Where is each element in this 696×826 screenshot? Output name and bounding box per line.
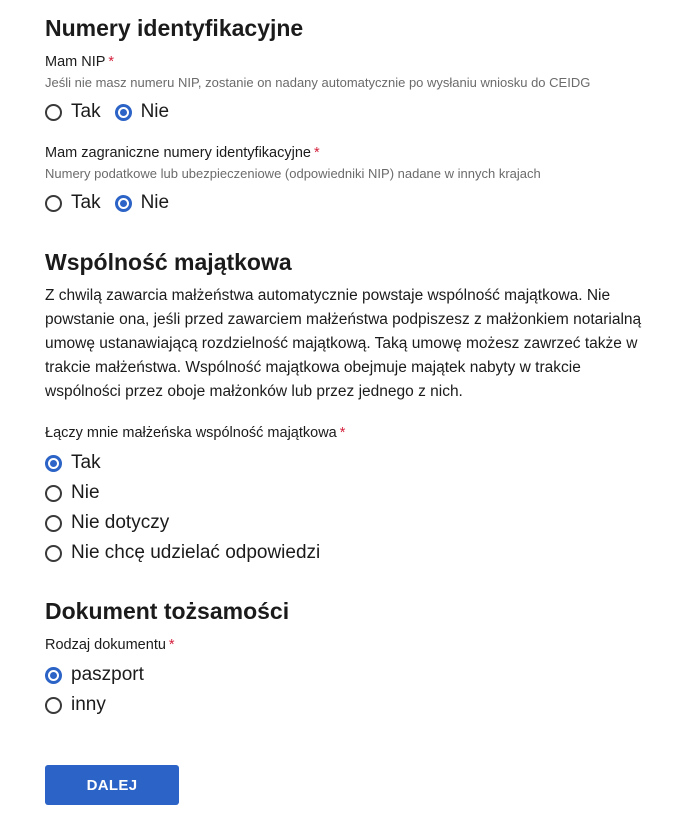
- identification-title: Numery identyfikacyjne: [45, 15, 304, 41]
- document-type-label-text: Rodzaj dokumentu: [45, 637, 166, 653]
- nip-radio-group: [45, 97, 675, 127]
- required-mark: *: [313, 145, 320, 161]
- radio-unchecked-icon[interactable]: [45, 545, 62, 562]
- nip-option-nie[interactable]: [115, 97, 170, 127]
- radio-unchecked-icon[interactable]: [45, 104, 62, 121]
- document-option-inny-label: inny: [71, 694, 106, 715]
- radio-checked-icon[interactable]: [45, 455, 62, 472]
- radio-checked-icon[interactable]: [115, 195, 132, 212]
- property-option-tak[interactable]: [45, 448, 675, 478]
- document-type-radio-group: [45, 660, 675, 720]
- property-description-line: trakcie małżeństwa. Wspólność majątkowa obejmuje majątek nabyty w trakcie: [45, 359, 581, 376]
- nip-label: [45, 53, 675, 71]
- document-section: [45, 597, 289, 625]
- next-button[interactable]: DALEJ: [45, 765, 179, 805]
- foreign-id-option-nie-label: Nie: [140, 192, 170, 213]
- property-option-nie-dotyczy-label: Nie dotyczy: [71, 512, 170, 533]
- foreign-id-option-tak-label: Tak: [71, 192, 101, 213]
- radio-checked-icon[interactable]: [115, 104, 132, 121]
- foreign-id-label-text: Mam zagraniczne numery identyfikacyjne: [45, 145, 311, 161]
- property-option-nie[interactable]: [45, 478, 675, 508]
- property-description-line: powstanie ona, jeśli przed zawarciem małżeństwa podpiszesz z małżonkiem notarialną: [45, 311, 642, 328]
- foreign-id-option-nie[interactable]: [115, 188, 170, 218]
- property-description-line: umowę ustanawiającą rozdzielność majątkową. Taką umowę możesz zawrzeć także w: [45, 335, 638, 352]
- required-mark: *: [108, 54, 115, 70]
- radio-unchecked-icon[interactable]: [45, 195, 62, 212]
- foreign-id-hint: Numery podatkowe lub ubezpieczeniowe (odpowiedniki NIP) nadane w innych krajach: [45, 166, 541, 181]
- property-question-label-text: Łączy mnie małżeńska wspólność majątkowa: [45, 425, 337, 441]
- property-question-field: [45, 424, 675, 568]
- document-type-label: [45, 636, 675, 654]
- document-option-inny[interactable]: [45, 690, 675, 720]
- nip-hint: Jeśli nie masz numeru NIP, zostanie on nadany automatycznie po wysłaniu wniosku do CEIDG: [45, 75, 591, 90]
- property-description: [45, 284, 675, 404]
- radio-unchecked-icon[interactable]: [45, 485, 62, 502]
- document-title: Dokument tożsamości: [45, 598, 290, 624]
- property-option-no-answer-label: Nie chcę udzielać odpowiedzi: [71, 542, 321, 563]
- foreign-id-label: [45, 144, 675, 162]
- foreign-id-field: [45, 144, 675, 218]
- property-section: [45, 248, 675, 404]
- nip-field: [45, 53, 675, 127]
- radio-checked-icon[interactable]: [45, 667, 62, 684]
- identification-section: [45, 14, 303, 42]
- foreign-id-radio-group: [45, 188, 675, 218]
- radio-unchecked-icon[interactable]: [45, 515, 62, 532]
- property-option-nie-dotyczy[interactable]: [45, 508, 675, 538]
- property-option-no-answer[interactable]: [45, 538, 675, 568]
- nip-option-tak[interactable]: [45, 97, 101, 127]
- nip-option-nie-label: Nie: [140, 101, 170, 122]
- property-option-nie-label: Nie: [71, 482, 100, 503]
- radio-unchecked-icon[interactable]: [45, 697, 62, 714]
- document-type-field: [45, 636, 675, 720]
- property-description-line: Z chwilą zawarcia małżeństwa automatycznie powstaje wspólność majątkowa. Nie: [45, 287, 611, 304]
- nip-label-text: Mam NIP: [45, 54, 106, 70]
- foreign-id-option-tak[interactable]: [45, 188, 101, 218]
- property-option-tak-label: Tak: [71, 452, 101, 473]
- nip-option-tak-label: Tak: [71, 101, 101, 122]
- property-title: Wspólność majątkowa: [45, 249, 292, 275]
- document-option-paszport-label: paszport: [71, 664, 144, 685]
- document-option-paszport[interactable]: [45, 660, 675, 690]
- property-description-line: wspólności przez oboje małżonków lub przez jednego z nich.: [45, 383, 463, 400]
- property-radio-group: [45, 448, 675, 568]
- required-mark: *: [168, 637, 175, 653]
- property-question-label: [45, 424, 675, 442]
- required-mark: *: [339, 425, 346, 441]
